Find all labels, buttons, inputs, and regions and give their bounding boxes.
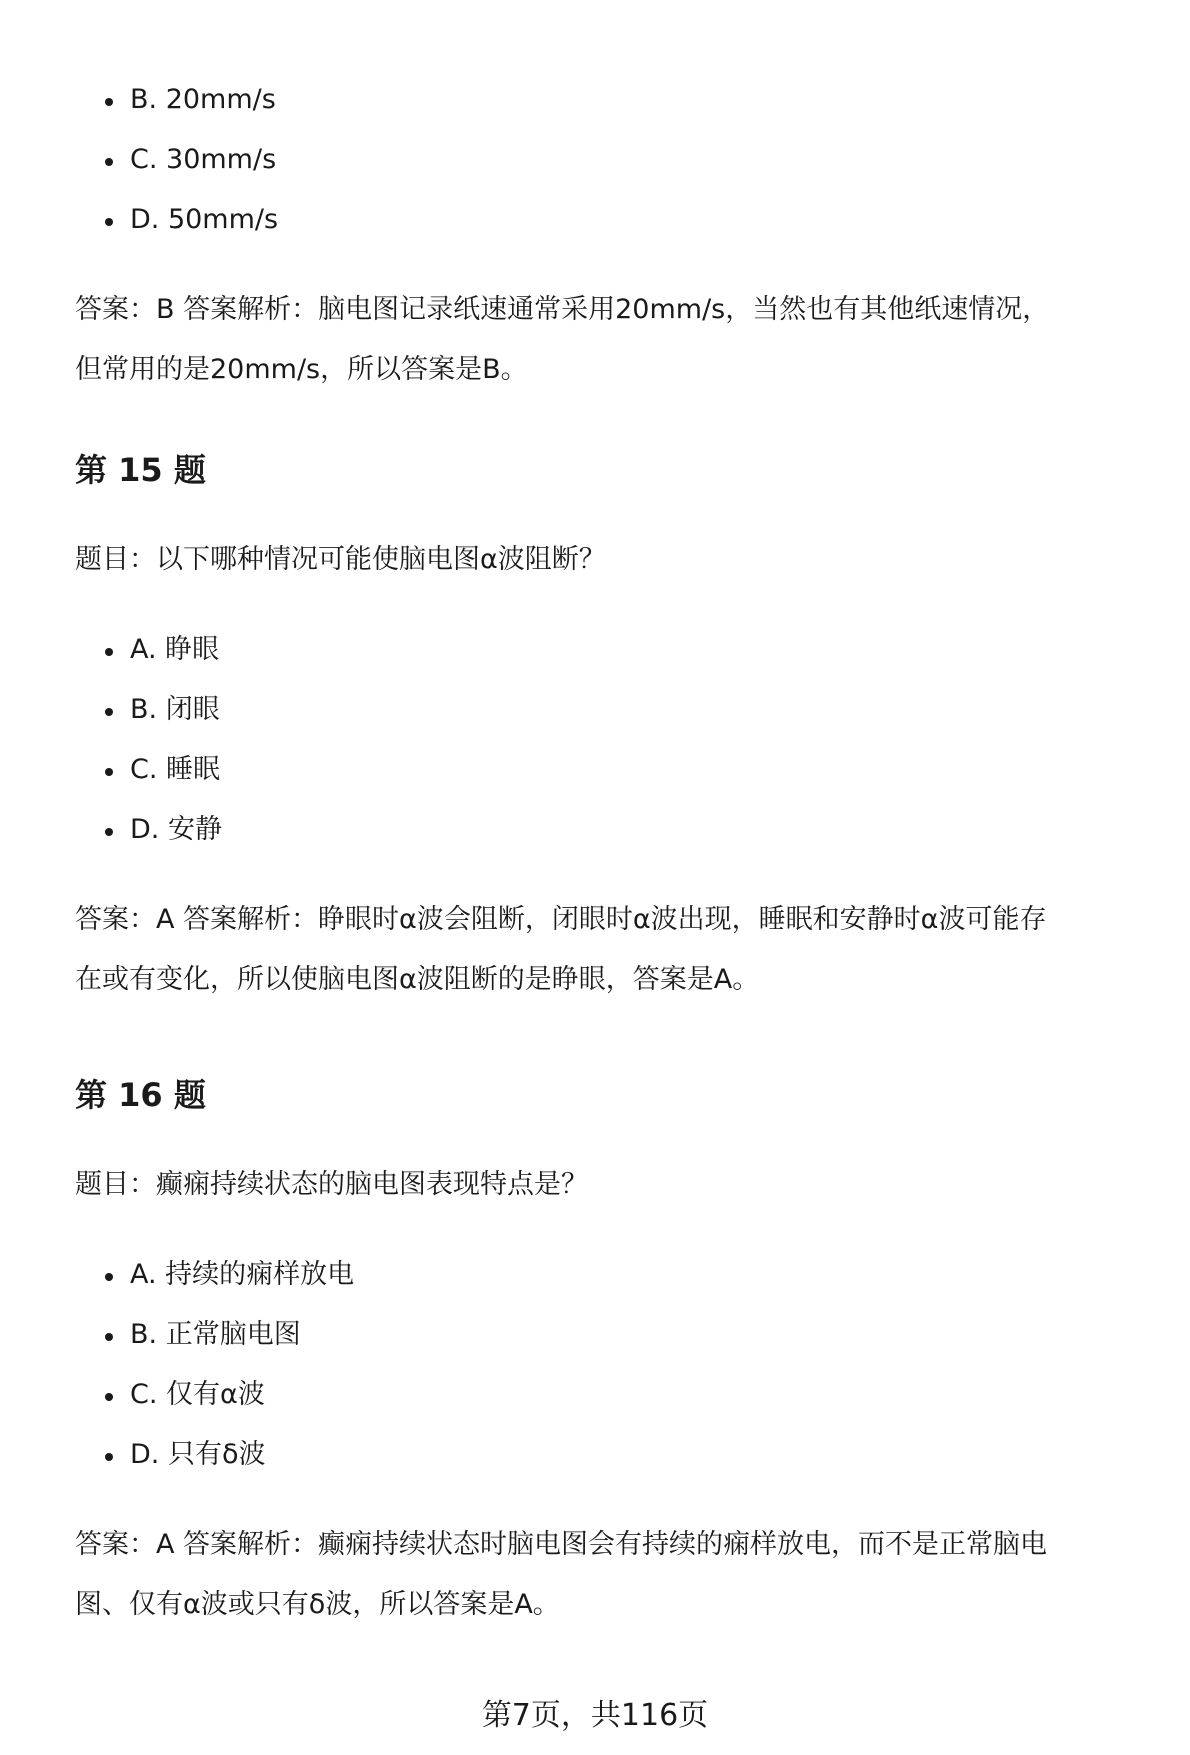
option-item: A. 睁眼 [75, 620, 1155, 680]
answer-line: 答案：A 答案解析：睁眼时α波会阻断，闭眼时α波出现，睡眠和安静时α波可能存 [75, 904, 1047, 935]
option-item: B. 正常脑电图 [75, 1305, 1155, 1365]
option-item: C. 30mm/s [75, 130, 1155, 190]
option-item: C. 仅有α波 [75, 1365, 1155, 1425]
option-item: D. 安静 [75, 800, 1155, 860]
question-15 [75, 440, 1155, 1010]
options-list [75, 1245, 1155, 1485]
options-list [75, 620, 1155, 860]
question-text: 题目：以下哪种情况可能使脑电图α波阻断？ [75, 544, 606, 575]
option-item: B. 20mm/s [75, 70, 1155, 130]
question-14-tail [75, 70, 1155, 400]
answer-line: 答案：B 答案解析：脑电图记录纸速通常采用20mm/s，当然也有其他纸速情况， [75, 294, 1050, 325]
option-item: C. 睡眠 [75, 740, 1155, 800]
page-number: 第7页，共116页 [481, 1698, 709, 1733]
question-heading: 第 16 题 [75, 1076, 206, 1114]
option-item: B. 闭眼 [75, 680, 1155, 740]
options-list [75, 70, 1155, 250]
option-item: D. 50mm/s [75, 190, 1155, 250]
answer-line: 在或有变化，所以使脑电图α波阻断的是睁眼，答案是A。 [75, 964, 760, 995]
question-16 [75, 1065, 1155, 1635]
question-heading: 第 15 题 [75, 451, 206, 489]
question-text: 题目：癫痫持续状态的脑电图表现特点是？ [75, 1169, 588, 1200]
answer-line: 图、仅有α波或只有δ波，所以答案是A。 [75, 1589, 560, 1620]
answer-line: 但常用的是20mm/s，所以答案是B。 [75, 354, 528, 385]
answer-line: 答案：A 答案解析：癫痫持续状态时脑电图会有持续的痫样放电，而不是正常脑电 [75, 1529, 1048, 1560]
option-item: A. 持续的痫样放电 [75, 1245, 1155, 1305]
option-item: D. 只有δ波 [75, 1425, 1155, 1485]
